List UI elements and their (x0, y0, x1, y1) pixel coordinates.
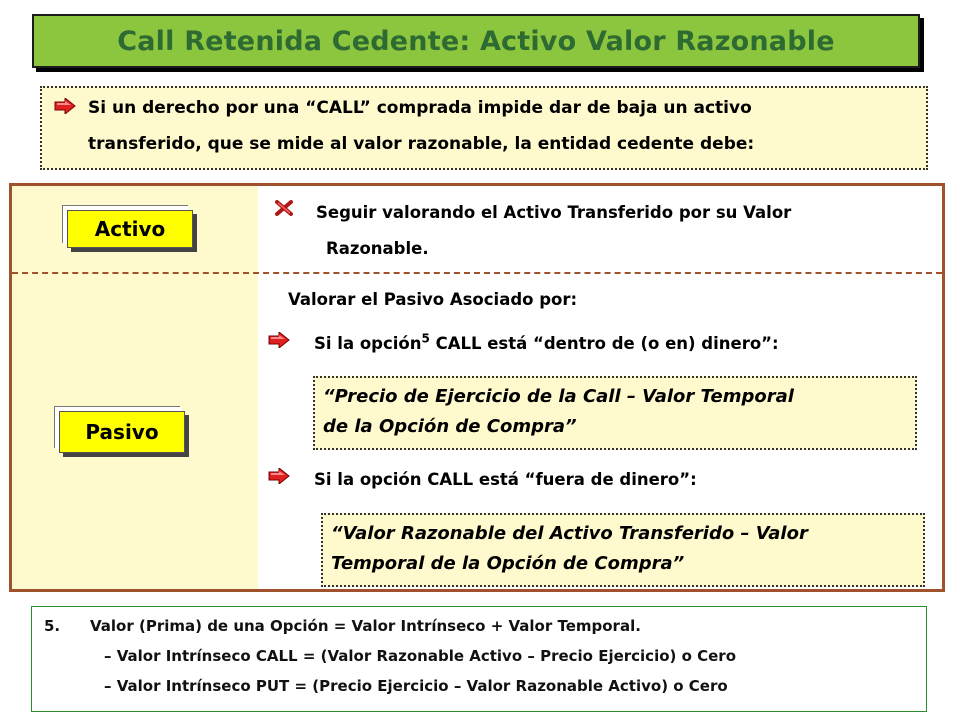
page-title: Call Retenida Cedente: Activo Valor Razonable (117, 25, 835, 57)
activo-label: Activo (67, 210, 193, 248)
red-arrow-icon (54, 98, 76, 114)
activo-text-line-1: Seguir valorando el Activo Transferido por su Valor (316, 203, 792, 222)
footnote-line-2: – Valor Intrínseco CALL = (Valor Razonable Activo – Precio Ejercicio) o Cero (104, 647, 737, 665)
formula-box-1 (313, 376, 917, 450)
footnote-line-3: – Valor Intrínseco PUT = (Precio Ejercicio – Valor Razonable Activo) o Cero (104, 677, 728, 695)
red-cross-icon (275, 200, 293, 216)
case-1-suffix: CALL está “dentro de (o en) dinero”: (429, 334, 779, 353)
pasivo-label: Pasivo (59, 411, 185, 453)
intro-box (40, 86, 928, 170)
activo-text-line-2: Razonable. (326, 239, 429, 258)
page-title-bar (32, 14, 920, 68)
formula-1-line-2: de la Opción de Compra” (323, 416, 577, 437)
pasivo-case-2: Si la opción CALL está “fuera de dinero”: (314, 470, 697, 489)
formula-1-line-1: “Precio de Ejercicio de la Call – Valor Temporal (323, 386, 794, 407)
footnote-box (31, 606, 927, 712)
formula-box-2 (321, 513, 925, 587)
footnote-ref: 5 (421, 331, 430, 346)
case-1-prefix: Si la opción (314, 334, 422, 353)
intro-line-2: transferido, que se mide al valor razonable, la entidad cedente debe: (88, 134, 755, 154)
section-divider (12, 272, 942, 274)
intro-line-1: Si un derecho por una “CALL” comprada impide dar de baja un activo (88, 98, 752, 118)
pasivo-case-1 (314, 331, 779, 353)
formula-2-line-1: “Valor Razonable del Activo Transferido – Valor (331, 523, 808, 544)
pasivo-heading: Valorar el Pasivo Asociado por: (288, 290, 578, 309)
formula-2-line-2: Temporal de la Opción de Compra” (331, 553, 685, 574)
red-arrow-icon (268, 468, 290, 484)
footnote-line-1: Valor (Prima) de una Opción = Valor Intrínseco + Valor Temporal. (90, 617, 641, 635)
main-box (9, 183, 945, 592)
footnote-number: 5. (44, 617, 61, 635)
red-arrow-icon (268, 332, 290, 348)
